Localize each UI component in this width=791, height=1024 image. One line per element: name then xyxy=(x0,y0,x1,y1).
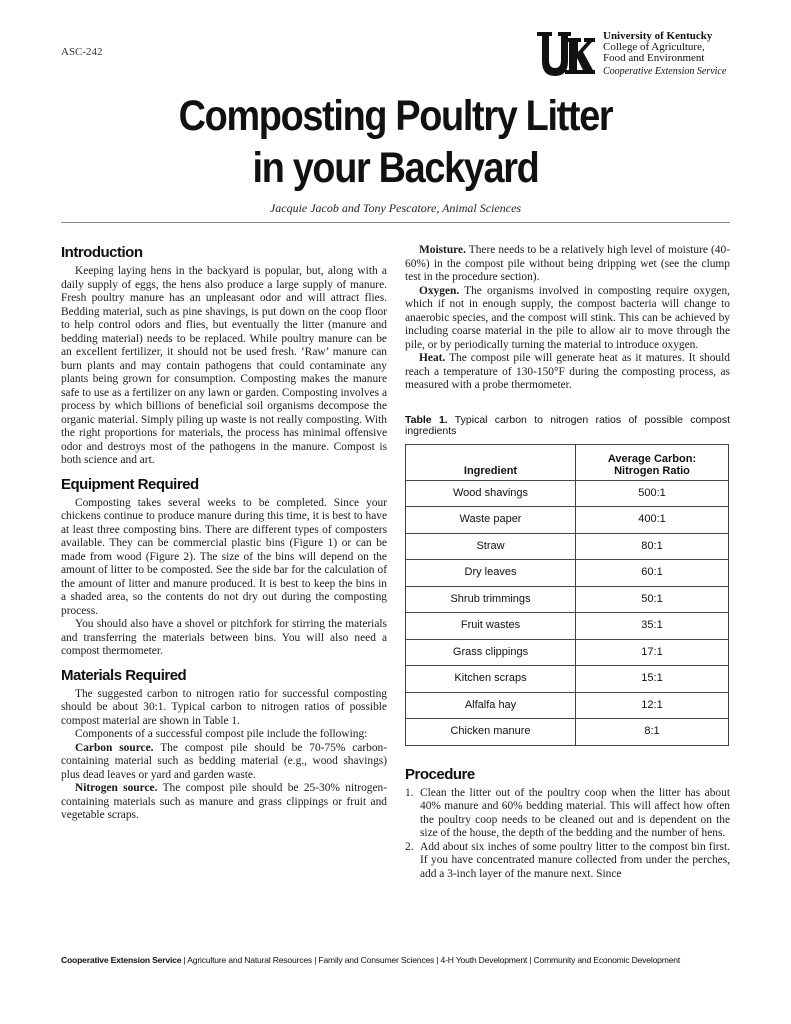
table-row xyxy=(406,692,729,719)
nitrogen-source-paragraph xyxy=(61,782,387,823)
ingredient-cell: Kitchen scraps xyxy=(406,666,576,693)
oxygen-text: The organisms involved in composting require oxygen, which if not in enough supply, the compost bacteria will change to anaerobic species, and the compost will stink. This can be achieved by including coarse material in the pile to allow air to move through the pile, or by periodically turning the material to introduce oxygen. xyxy=(405,284,730,351)
equipment-heading: Equipment Required xyxy=(61,475,199,493)
table-caption xyxy=(405,415,730,438)
step-number: 2. xyxy=(405,840,414,853)
uk-logo xyxy=(535,30,595,78)
ingredient-cell: Straw xyxy=(406,533,576,560)
introduction-heading: Introduction xyxy=(61,244,143,261)
procedure-step xyxy=(405,841,730,882)
college-line-2: Food and Environment xyxy=(603,52,705,64)
ratio-cell: 12:1 xyxy=(576,692,729,719)
carbon-source-text: The compost pile should be 70-75% carbon-containing material such as bedding material (e.g., wood shavings) plus dead leaves or yard and garden waste. xyxy=(61,741,388,781)
step-text: Clean the litter out of the poultry coop when the litter has about 40% manure and 60% bedding material. This will affect how often the poultry coop needs to be cleaned out and is dependent on the size of the house, the depth of the bedding and the number of hens. xyxy=(420,786,730,839)
ratio-cell: 400:1 xyxy=(576,507,729,534)
procedure-step xyxy=(405,787,730,841)
nitrogen-source-text: The compost pile should be 25-30% nitrogen-containing materials such as manure and grass clippings or fruit and vegetable scraps. xyxy=(61,782,387,821)
document-code: ASC-242 xyxy=(61,46,103,58)
table-row xyxy=(406,613,729,640)
table-row xyxy=(406,533,729,560)
title-line-1: Composting Poultry Litter xyxy=(178,92,613,140)
ingredient-cell: Grass clippings xyxy=(406,639,576,666)
university-name: University of Kentucky xyxy=(603,30,713,42)
ratio-cell: 8:1 xyxy=(576,719,729,746)
equipment-paragraph-1: Composting takes several weeks to be completed. Since your chickens continue to produce manure during this time, it is best to have at least three composting bins. There are different types of composters available. They can be commercial plastic bins (Figure 1) or can be made from wood (Figure 2). The size of the bins will depend on the amount of litter to be composted. See the side bar for the calculation of the amount of litter and manure produced. It is best to keep the bins in a shaded area, so the contents do not dry out during the composting process. xyxy=(61,496,387,617)
table-row xyxy=(406,480,729,507)
ratio-cell: 17:1 xyxy=(576,639,729,666)
heat-paragraph xyxy=(405,352,730,393)
step-number: 1. xyxy=(405,786,414,799)
table-row xyxy=(406,586,729,613)
carbon-nitrogen-table xyxy=(405,444,729,746)
table-caption-text: Typical carbon to nitrogen ratios of possible compost ingredients xyxy=(405,413,730,437)
oxygen-lead: Oxygen. xyxy=(419,284,460,297)
carbon-source-paragraph xyxy=(61,742,387,783)
table-row xyxy=(406,666,729,693)
byline: Jacquie Jacob and Tony Pescatore, Animal Sciences xyxy=(269,201,522,215)
materials-heading: Materials Required xyxy=(61,666,187,684)
ratio-cell: 60:1 xyxy=(576,560,729,587)
step-text: Add about six inches of some poultry litter to the compost bin first. If you have concentrated manure collected from under the perches, add a 3-inch layer of the manure next. Since xyxy=(420,840,730,880)
ingredient-cell: Chicken manure xyxy=(406,719,576,746)
ratio-column-header: Average Carbon: Nitrogen Ratio xyxy=(576,444,729,480)
procedure-heading: Procedure xyxy=(405,765,475,783)
ingredient-column-header: Ingredient xyxy=(406,444,576,480)
heat-lead: Heat. xyxy=(419,352,446,364)
materials-paragraph-1: The suggested carbon to nitrogen ratio for successful composting should be about 30:1. Typical carbon to nitrogen ratios of possible compost material are shown in Table 1. xyxy=(61,687,387,727)
ingredient-cell: Waste paper xyxy=(406,507,576,534)
extension-service: Cooperative Extension Service xyxy=(603,66,727,77)
procedure-section xyxy=(405,766,730,882)
table-row xyxy=(406,719,729,746)
table-row xyxy=(406,639,729,666)
table-body xyxy=(406,480,729,745)
institution-block xyxy=(603,31,726,77)
left-column xyxy=(61,244,387,823)
moisture-paragraph xyxy=(405,244,730,285)
table-header-row xyxy=(406,444,729,480)
carbon-source-lead: Carbon source. xyxy=(75,741,154,754)
table-caption-label: Table 1. xyxy=(405,413,448,426)
procedure-list xyxy=(405,787,730,882)
moisture-lead: Moisture. xyxy=(419,244,466,256)
moisture-text: There needs to be a relatively high level of moisture (40-60%) in the compost pile without being dripping wet (see the clump test in the procedure section). xyxy=(405,244,730,283)
right-column xyxy=(405,244,730,881)
table-row xyxy=(406,507,729,534)
college-line-1: College of Agriculture, xyxy=(603,41,705,53)
ingredient-cell: Alfalfa hay xyxy=(406,692,576,719)
ratio-cell: 35:1 xyxy=(576,613,729,640)
footer xyxy=(61,955,730,965)
title-line-2: in your Backyard xyxy=(252,144,539,192)
oxygen-paragraph xyxy=(405,285,730,353)
ratio-cell: 15:1 xyxy=(576,666,729,693)
page-title xyxy=(47,90,743,194)
ratio-cell: 500:1 xyxy=(576,480,729,507)
ingredient-cell: Dry leaves xyxy=(406,560,576,587)
materials-paragraph-2: Components of a successful compost pile include the following: xyxy=(75,728,368,740)
ratio-cell: 50:1 xyxy=(576,586,729,613)
header-divider xyxy=(61,222,730,223)
footer-service: Cooperative Extension Service xyxy=(61,955,182,965)
nitrogen-source-lead: Nitrogen source. xyxy=(75,782,158,794)
heat-text: The compost pile will generate heat as it matures. It should reach a temperature of 130-150°F during the composting process, as measured with a probe thermometer. xyxy=(405,352,730,391)
introduction-paragraph: Keeping laying hens in the backyard is popular, but, along with a daily supply of eggs, the hens also produce a large supply of manure. Fresh poultry manure has an unpleasant odor and will attract flies. Bedding material, such as pine shavings, is put down on the coop floor to help control odors and flies, but eventually the litter (manure and bedding material) needs to be replaced. While poultry manure can be an excellent fertilizer, it should not be used fresh. ‘Raw’ manure can burn plants and may contain pathogens that could contaminate any plants being grown for consumption. Composting makes the manure safe to use as a fertilizer on any lawn or garden. Composting involves a process by which billions of beneficial soil organisms decompose the organic material. Simply piling up waste is not really composting. With the right proportions for materials, the process has minimal offensive odor and destroys most of the pathogens in the manure. Compost is both science and art. xyxy=(61,265,387,466)
ratio-cell: 80:1 xyxy=(576,533,729,560)
ingredient-cell: Wood shavings xyxy=(406,480,576,507)
ingredient-cell: Fruit wastes xyxy=(406,613,576,640)
table-row xyxy=(406,560,729,587)
ingredient-cell: Shrub trimmings xyxy=(406,586,576,613)
equipment-paragraph-2: You should also have a shovel or pitchfork for stirring the materials and transferring the materials between bins. You will also need a compost thermometer. xyxy=(61,618,387,657)
footer-program-areas: | Agriculture and Natural Resources | Family and Consumer Sciences | 4-H Youth Development | Community and Economic Development xyxy=(183,955,681,965)
